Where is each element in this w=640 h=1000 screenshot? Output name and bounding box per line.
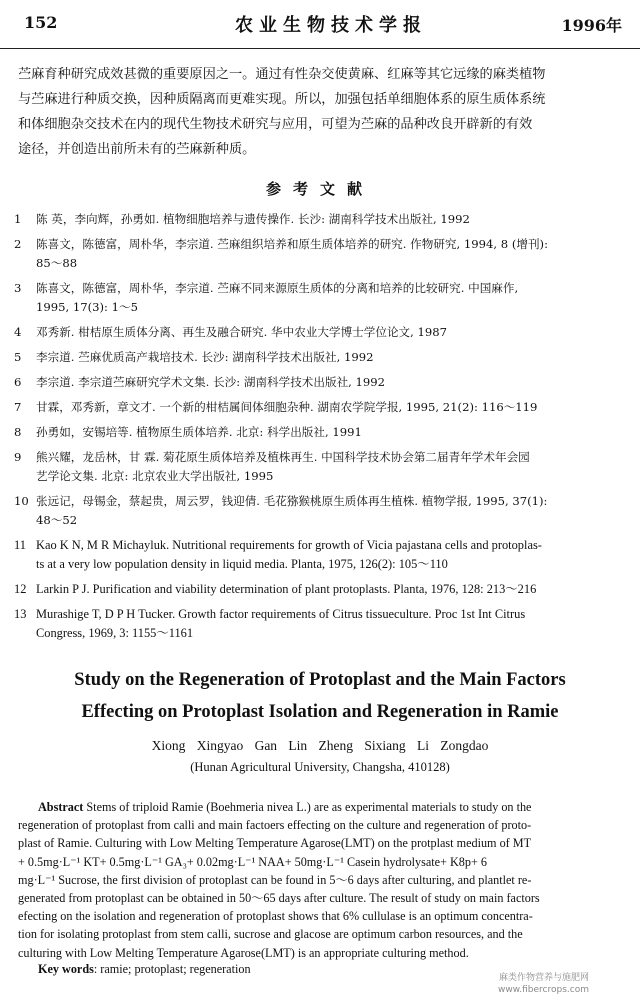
reference-text: 85～88 [36, 256, 78, 270]
reference-number: 2 [14, 237, 22, 251]
abstract-line [18, 907, 622, 925]
abstract-text: mg·L⁻¹ Sucrose, the first division of protoplast can be found in 5～6 days after culturing, and plantlet re- [18, 872, 532, 887]
reference-number: 12 [14, 582, 27, 596]
reference-text: 熊兴耀，龙岳林，甘 霖. 菊花原生质体培养及植株再生. 中国科学技术协会第二届青年学术年会园 [36, 450, 530, 464]
reference-item [14, 492, 626, 530]
publication-year: 1996年 [561, 16, 622, 35]
intro-paragraph [18, 62, 622, 162]
reference-number: 7 [14, 400, 22, 414]
abstract-text: + 0.5mg·L⁻¹ KT+ 0.5mg·L⁻¹ GA₃+ 0.02mg·L⁻¹ NAA+ 50mg·L⁻¹ Casein hydrolysate+ K8p+ 6 [18, 854, 488, 869]
reference-text: 李宗道. 李宗道苎麻研究学术文集. 长沙: 湖南科学技术出版社, 1992 [36, 375, 386, 389]
abstract-line [18, 944, 622, 962]
reference-text: 张远记，母锡金，蔡起贵，周云罗，钱迎倩. 毛花猕猴桃原生质体再生植株. 植物学报, 1995, 37(1): [36, 494, 548, 508]
reference-text: 陈喜文，陈德富，周朴华，李宗道. 苎麻组织培养和原生质体培养的研究. 作物研究, 1994, 8 (增刊): [36, 237, 548, 251]
abstract-text: plast of Ramie. Culturing with Low Melting Temperature Agarose(LMT) on the protplast medium of MT [18, 836, 532, 851]
site-watermark [498, 972, 589, 996]
reference-number: 6 [14, 375, 22, 389]
intro-line: 与苎麻进行种质交换，因种质隔离而更难实现。所以，加强包括单细胞体系的原生质体系统 [18, 92, 546, 107]
reference-text: 邓秀新. 柑桔原生质体分离、再生及融合研究. 华中农业大学博士学位论文, 1987 [36, 325, 448, 339]
page-number: 152 [24, 13, 58, 32]
reference-item [14, 323, 626, 342]
abstract-text: generated from protoplast can be obtained in 50～65 days after culture. The result of study on main factors [18, 891, 540, 906]
reference-item [14, 448, 626, 486]
reference-text: 陈 英，李向辉，孙勇如. 植物细胞培养与遗传操作. 长沙: 湖南科学技术出版社, 1992 [36, 212, 470, 226]
reference-text: Murashige T, D P H Tucker. Growth factor requirements of Citrus tissueculture. Proc 1st Int Citrus [36, 607, 526, 621]
abstract-text: tion for isolating protoplast from stem calli, sucrose and glacose are optimum carbon resources, and the [18, 927, 523, 942]
intro-line: 途径，并创造出前所未有的苎麻新种质。 [18, 142, 256, 157]
reference-number: 13 [14, 607, 27, 621]
reference-item [14, 423, 626, 442]
intro-line: 和体细胞杂交技术在内的现代生物技术研究与应用，可望为苎麻的品种改良开辟新的有效 [18, 117, 533, 132]
reference-text: Larkin P J. Purification and viability determination of plant protoplasts. Planta, 1976, 128: 213～216 [36, 582, 537, 596]
abstract-line [18, 834, 622, 852]
reference-text: Kao K N, M R Michayluk. Nutritional requirements for growth of Vicia pajastana cells and protoplas- [36, 538, 542, 552]
reference-number: 1 [14, 212, 22, 226]
reference-text: 甘霖，邓秀新，章文才. 一个新的柑桔属间体细胞杂种. 湖南农学院学报, 1995, 21(2): 116～119 [36, 400, 538, 414]
running-header [0, 0, 640, 49]
abstract-line [18, 853, 622, 871]
reference-list [14, 210, 626, 649]
references-heading: 参考文献 [265, 180, 374, 198]
keywords-label: Key words [38, 962, 94, 976]
abstract-text: efecting on the isolation and regeneration of protoplast shows that 6% cullulase is an optimum concentra- [18, 909, 533, 924]
reference-item [14, 398, 626, 417]
reference-text: 1995, 17(3): 1～5 [36, 300, 138, 314]
reference-number: 11 [14, 538, 26, 552]
reference-text: 艺学论文集. 北京: 北京农业大学出版社, 1995 [36, 469, 274, 483]
abstract-text: Stems of triploid Ramie (Boehmeria nivea L.) are as experimental materials to study on the [86, 800, 532, 814]
reference-item [14, 235, 626, 273]
abstract-line [18, 798, 622, 816]
reference-number: 10 [14, 494, 29, 508]
abstract-line [18, 871, 622, 889]
keywords-text: ramie; protoplast; regeneration [100, 962, 251, 976]
abstract-line [18, 925, 622, 943]
abstract-line [18, 889, 622, 907]
watermark-line: 麻类作物营养与施肥网 [498, 973, 589, 983]
reference-text: Congress, 1969, 3: 1155～1161 [36, 626, 194, 640]
reference-text: 48～52 [36, 513, 78, 527]
abstract-label: Abstract [38, 800, 84, 814]
reference-number: 9 [14, 450, 22, 464]
english-title-line: Study on the Regeneration of Protoplast and the Main Factors [74, 670, 566, 690]
intro-line: 苎麻育种研究成效甚微的重要原因之一。通过有性杂交使黄麻、红麻等其它远缘的麻类植物 [18, 67, 546, 82]
watermark-line: www.fibercrops.com [498, 985, 589, 995]
journal-name: 农业生物技术学报 [235, 15, 427, 36]
abstract-text: culturing with Low Melting Temperature Agarose(LMT) is an appropriate culturing method. [18, 945, 469, 960]
reference-text: ts at a very low population density in liquid media. Planta, 1975, 126(2): 105～110 [36, 557, 448, 571]
reference-text: 孙勇如，安锡培等. 植物原生质体培养. 北京: 科学出版社, 1991 [36, 425, 362, 439]
english-title-line: Effecting on Protoplast Isolation and Regeneration in Ramie [81, 702, 559, 722]
abstract-text: regeneration of protoplast from calli and main factoers effecting on the culture and regeneration of proto- [18, 818, 532, 833]
abstract [18, 798, 622, 962]
reference-item [14, 580, 626, 599]
reference-item [14, 605, 626, 643]
reference-number: 8 [14, 425, 22, 439]
abstract-line [18, 816, 622, 834]
keywords: Key words: ramie; protoplast; regeneration [38, 962, 251, 976]
reference-item [14, 536, 626, 574]
reference-item [14, 373, 626, 392]
reference-number: 3 [14, 281, 22, 295]
affiliation: (Hunan Agricultural University, Changsha, 410128) [190, 760, 450, 774]
reference-number: 5 [14, 350, 22, 364]
reference-text: 陈喜文，陈德富，周朴华，李宗道. 苎麻不同来源原生质体的分离和培养的比较研究. 中国麻作, [36, 281, 519, 295]
author-names: Xiong Xingyao Gan Lin Zheng Sixiang Li Zongdao [151, 738, 489, 753]
reference-text: 李宗道. 苎麻优质高产栽培技术. 长沙: 湖南科学技术出版社, 1992 [36, 350, 374, 364]
reference-item [14, 210, 626, 229]
reference-item [14, 279, 626, 317]
reference-number: 4 [14, 325, 22, 339]
reference-item [14, 348, 626, 367]
english-title [0, 664, 640, 728]
